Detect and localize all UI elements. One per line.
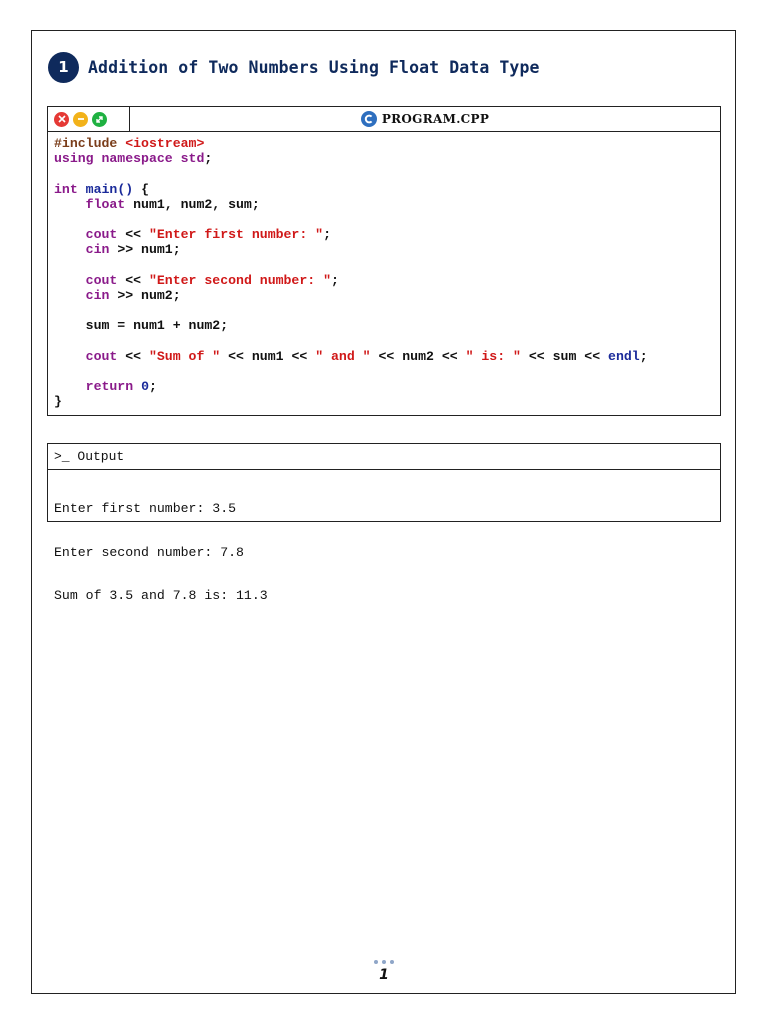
output-line: Sum of 3.5 and 7.8 is: 11.3: [54, 588, 268, 603]
code-line: [54, 182, 714, 197]
code-line: [54, 166, 714, 181]
code-token: main: [85, 181, 118, 197]
output-window: [47, 443, 721, 603]
code-token: 0: [141, 379, 149, 394]
code-line: [54, 227, 714, 242]
window-controls: [48, 107, 130, 131]
code-token: return: [54, 379, 142, 394]
code-token: using namespace: [54, 151, 181, 167]
code-token: <<: [125, 272, 149, 288]
code-token: cout: [54, 348, 126, 364]
code-editor: [48, 132, 720, 413]
code-line: [54, 349, 714, 364]
code-line: [54, 364, 714, 379]
code-token: >> num2;: [117, 287, 181, 303]
code-line: [54, 151, 714, 166]
code-line: [54, 197, 714, 212]
code-token: float: [54, 196, 134, 212]
code-token: }: [54, 394, 62, 410]
maximize-icon[interactable]: [92, 112, 107, 127]
code-token: {: [141, 181, 149, 197]
page-footer: [0, 958, 768, 983]
file-title: [130, 107, 720, 131]
code-token: ;: [639, 348, 648, 364]
code-token: endl: [608, 348, 640, 364]
code-token: ;: [204, 151, 213, 167]
code-token: cout: [54, 227, 126, 243]
code-line: [54, 318, 714, 333]
code-line: [54, 136, 714, 151]
code-token: sum = num1 + num2;: [54, 318, 229, 334]
code-token: cout: [54, 272, 126, 288]
output-line: Enter first number: 3.5: [54, 501, 237, 516]
code-token: <iostream>: [125, 136, 205, 151]
code-token: #include: [54, 136, 126, 151]
code-window-titlebar: [48, 107, 720, 132]
code-line: [54, 379, 714, 394]
code-line: [54, 394, 714, 409]
output-title: >_ Output: [48, 444, 720, 470]
code-line: [54, 333, 714, 348]
code-token: << num2 <<: [370, 348, 466, 364]
code-token: std: [180, 151, 205, 167]
code-window: [47, 106, 721, 416]
code-token: >> num1;: [117, 242, 181, 258]
code-token: " and ": [315, 348, 371, 364]
code-token: cin: [54, 242, 118, 258]
code-line: [54, 258, 714, 273]
minimize-icon[interactable]: [73, 112, 88, 127]
page-number: 1: [379, 967, 389, 983]
code-line: [54, 273, 714, 288]
code-token: <<: [125, 348, 149, 364]
cpp-logo-icon: [361, 111, 377, 127]
code-token: << num1 <<: [220, 348, 316, 364]
output-console: [48, 470, 720, 636]
code-token: num1, num2, sum;: [133, 196, 260, 212]
code-token: " is: ": [465, 348, 521, 364]
file-name: PROGRAM.CPP: [381, 112, 490, 126]
code-line: [54, 288, 714, 303]
code-token: ;: [331, 272, 339, 288]
code-token: ;: [323, 227, 332, 243]
code-token: int: [54, 181, 86, 197]
code-token: << sum <<: [520, 348, 609, 364]
section-heading: [48, 51, 540, 83]
output-line: Enter second number: 7.8: [54, 544, 244, 560]
code-token: <<: [125, 227, 149, 243]
section-title: Addition of Two Numbers Using Float Data Type: [88, 57, 540, 77]
code-line: [54, 212, 714, 227]
code-token: "Sum of ": [148, 348, 221, 364]
section-number-badge: 1: [48, 52, 79, 83]
code-token: "Enter first number: ": [148, 227, 324, 243]
code-token: (): [117, 181, 142, 197]
footer-dots-icon: [0, 958, 768, 966]
code-line: [54, 242, 714, 257]
code-token: ;: [148, 379, 157, 394]
close-icon[interactable]: [54, 112, 69, 127]
code-token: cin: [54, 287, 118, 303]
code-line: [54, 303, 714, 318]
code-token: "Enter second number: ": [148, 272, 332, 288]
